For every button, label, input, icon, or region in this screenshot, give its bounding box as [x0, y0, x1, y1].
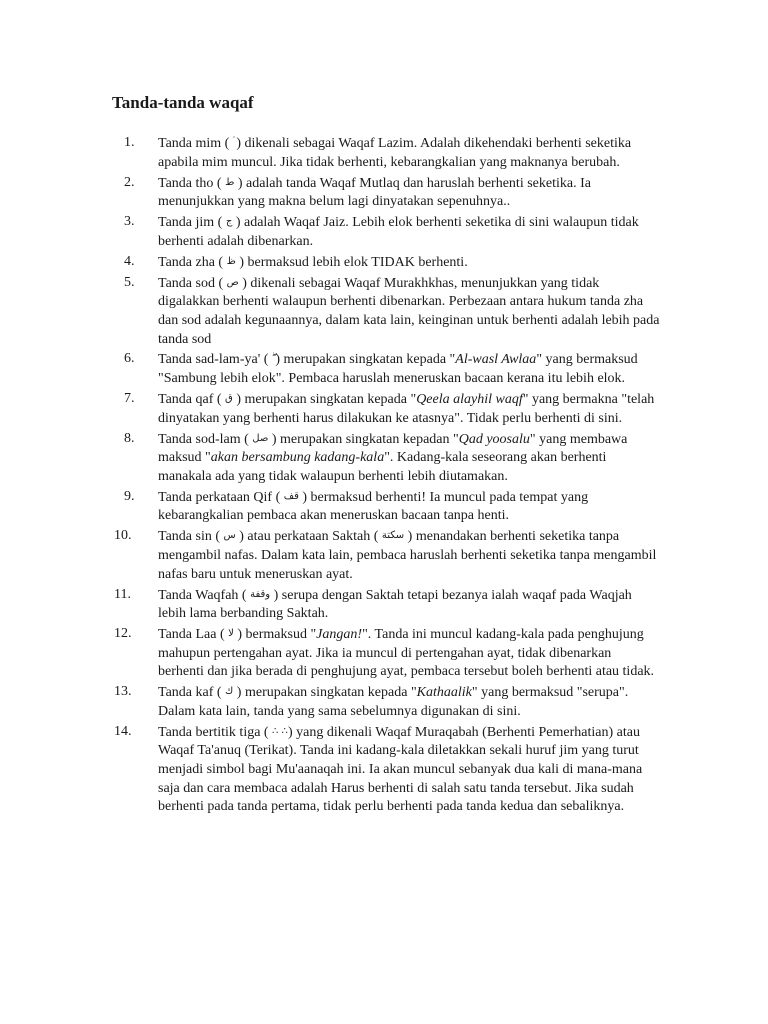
item-number: 14.	[114, 723, 132, 739]
item-number: 1.	[124, 135, 135, 150]
item-number: 2.	[124, 174, 135, 190]
item-number: 12.	[114, 626, 132, 642]
waqaf-zha-glyph: ظ	[226, 255, 236, 267]
waqaf-qaf-glyph: ق	[225, 393, 233, 405]
item-number: 11.	[114, 586, 131, 602]
waqaf-jim-glyph: ج	[225, 216, 233, 228]
list-item: 9. Tanda perkataan Qif ( قف ) bermaksud berhenti! Ia muncul pada tempat yang kebarangkalian pembaca akan meneruskan bacaan tanpa henti.	[124, 488, 589, 524]
list-item: 3. Tanda jim ( ج ) adalah Waqaf Jaiz. Lebih elok berhenti seketika di sini walaupun tidak berhenti adalah dibenarkan.	[124, 214, 639, 249]
list-item: 1. Tanda mim ( ) dikenali sebagai Waqaf Lazim. Adalah dikehendaki berhenti seketika apabila mim muncul. Jika tidak berhenti, kebarangkalian yang maknanya berubah.	[124, 135, 632, 170]
list-item: 13. Tanda kaf ( ك ) merupakan singkatan kepada "Kathaalik" yang bermaksud "serupa". Dalam kata lain, tanda yang sama sebelumnya digunakan di sini.	[114, 684, 629, 719]
list-item: 12. Tanda Laa ( لا ) bermaksud "Jangan!". Tanda ini muncul kadang-kala pada penghujung mahupun pertengahan ayat. Jika ia muncul di pertengahan ayat, tidak dibenarkan berhenti dan jika berada di penghujung ayat, pembaca tersebut boleh berhenti atau tidak.	[114, 626, 655, 680]
item-number: 8.	[124, 430, 135, 446]
waqaf-list	[114, 134, 660, 818]
waqaf-sod-glyph: ص	[226, 276, 239, 288]
document-title: Tanda-tanda waqaf	[112, 93, 254, 112]
item-number: 13.	[114, 684, 132, 700]
list-item: 6. Tanda sad-lam-ya' ( ) merupakan singkatan kepada "Al-wasl Awlaa" yang bermaksud "Sambung lebih elok". Pembaca haruslah meneruskan bacaan kerana itu lebih elok.	[124, 351, 638, 387]
item-number: 4.	[124, 253, 135, 269]
list-item: 10. Tanda sin ( س ) atau perkataan Saktah ( سكتة ) menandakan berhenti seketika tanpa mengambil nafas. Dalam kata lain, pembaca haruslah berhenti seketika tanpa mengambil nafas baru untuk meneruskan ayat.	[114, 528, 657, 582]
item-number: 3.	[124, 214, 135, 230]
waqaf-waqfah-glyph: وقفة	[250, 588, 271, 600]
waqaf-sin-glyph: س	[223, 530, 236, 542]
waqaf-three-dots-glyph: ∴ ∴	[272, 725, 288, 737]
waqaf-tho-glyph: ط	[225, 176, 235, 188]
list-item: 2. Tanda tho ( ط ) adalah tanda Waqaf Mutlaq dan haruslah berhenti seketika. Ia menunjukkan yang makna belum lagi dinyatakan sepenuhnya..	[124, 174, 591, 210]
item-number: 7.	[124, 391, 135, 407]
item-number: 9.	[124, 488, 135, 504]
waqaf-laa-glyph: لا	[228, 628, 234, 640]
waqaf-sod-lam-glyph: صل	[252, 432, 269, 444]
list-item: 11. Tanda Waqfah ( وقفة ) serupa dengan Saktah tetapi bezanya ialah waqaf pada Waqjah lebih lama berbanding Saktah.	[114, 586, 632, 622]
waqaf-kaf-glyph: ك	[225, 686, 234, 698]
list-item: 8. Tanda sod-lam ( صل ) merupakan singkatan kepadan "Qad yoosalu" yang membawa maksud "akan bersambung kadang-kala". Kadang-kala seseorang akan berhenti manakala ada yang tidak walaupun berhenti lebih diutamakan.	[124, 430, 628, 484]
waqaf-saktah-glyph: سكتة	[381, 530, 405, 542]
item-number: 6.	[124, 351, 135, 367]
item-number: 5.	[124, 274, 135, 290]
item-number: 10.	[114, 528, 132, 544]
list-item: 5. Tanda sod ( ص ) dikenali sebagai Waqaf Murakhkhas, menunjukkan yang tidak digalakkan berhenti walaupun berhenti dibenarkan. Perbezaan antara hukum tanda zha dan sod adalah kegunaannya, dalam kata lain, keinginan untuk berhenti adalah lebih pada tanda sod	[124, 274, 660, 347]
list-item: 4. Tanda zha ( ظ ) bermaksud lebih elok TIDAK berhenti.	[124, 253, 468, 270]
waqaf-qif-glyph: قف	[283, 490, 299, 502]
list-item: 14. Tanda bertitik tiga ( ∴ ∴) yang dikenali Waqaf Muraqabah (Berhenti Pemerhatian) atau Waqaf Ta'anuq (Terikat). Tanda ini kadang-kala diletakkan sekali huruf jim yang turut menjadi simbol bagi Mu'aanaqah ini. Ia akan muncul sebanyak dua kali di mana-mana saja dan cara membaca adalah Harus berhenti di salah satu tanda tersebut. Jika sudah berhenti pada tanda pertama, tidak perlu berhenti pada tanda kedua dan sebaliknya.	[114, 723, 643, 815]
list-item: 7. Tanda qaf ( ق ) merupakan singkatan kepada "Qeela alayhil waqf" yang bermakna "telah dinyatakan yang berhenti harus dilakukan ke atasnya". Tidak perlu berhenti di sini.	[124, 391, 655, 426]
